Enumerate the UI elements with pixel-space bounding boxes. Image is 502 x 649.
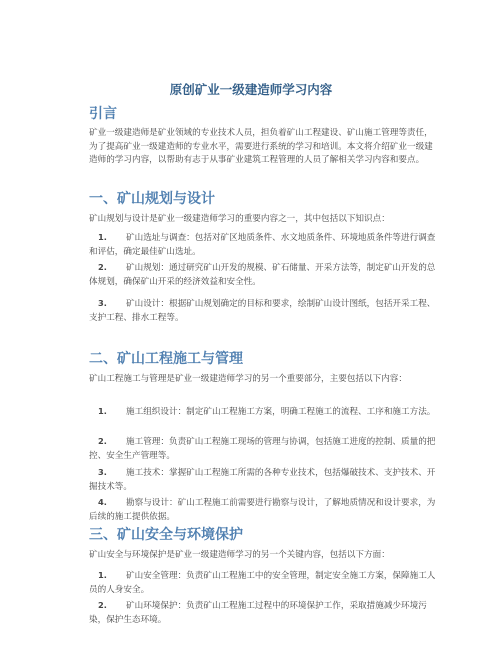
list-text: 矿山环境保护：负责矿山工程施工过程中的环境保护工作，采取措施减少环境污染，保护生态环境。 xyxy=(89,601,427,625)
list-item xyxy=(89,297,439,325)
list-text: 施工组织设计：制定矿山工程施工方案，明确工程施工的流程、工序和施工方法。 xyxy=(126,407,436,417)
intro-paragraph: 矿业一级建造师是矿业领域的专业技术人员，担负着矿山工程建设、矿山施工管理等责任，为了提高矿业一级建造师的专业水平，需要进行系统的学习和培训。本文将介绍矿业一级建造师的学习内容，以帮助有志于从事矿业建筑工程管理的人员了解相关学习内容和要点。 xyxy=(89,128,433,165)
list-item xyxy=(89,496,439,524)
list-text: 勘察与设计：矿山工程施工前需要进行勘察与设计，了解地质情况和设计要求，为后续的施工提供依据。 xyxy=(89,498,436,522)
list-item xyxy=(89,466,439,494)
list-text: 矿山设计：根据矿山规划确定的目标和要求，绘制矿山设计图纸，包括开采工程、支护工程、排水工程等。 xyxy=(89,299,436,323)
list-number: 1. xyxy=(98,570,107,580)
list-number: 3. xyxy=(98,298,107,308)
list-item xyxy=(89,261,439,289)
section-heading-1: 一、矿山规划与设计 xyxy=(89,191,215,207)
list-text: 施工管理：负责矿山工程施工现场的管理与协调，包括施工进度的控制、质量的把控、安全生产管理等。 xyxy=(89,437,436,461)
list-item xyxy=(89,231,439,259)
list-text: 施工技术：掌握矿山工程施工所需的各种专业技术，包括爆破技术、支护技术、开掘技术等。 xyxy=(89,468,436,492)
section-heading-3: 三、矿山安全与环境保护 xyxy=(89,527,243,543)
list-text: 矿山选址与调查：包括对矿区地质条件、水文地质条件、环境地质条件等进行调查和评估，确定最佳矿山选址。 xyxy=(89,233,436,257)
list-text: 矿山规划：通过研究矿山开发的规模、矿石储量、开采方法等，制定矿山开发的总体规划，确保矿山开采的经济效益和安全性。 xyxy=(89,263,436,287)
section-3-paragraph: 矿山安全与环境保护是矿业一级建造师学习的另一个关键内容，包括以下方面： xyxy=(89,550,390,560)
list-number: 4. xyxy=(98,497,107,507)
section-heading-intro: 引言 xyxy=(89,106,117,122)
section-2-paragraph: 矿山工程施工与管理是矿业一级建造师学习的另一个重要部分，主要包括以下内容： xyxy=(89,374,407,384)
list-number: 2. xyxy=(98,436,107,446)
list-number: 2. xyxy=(98,600,107,610)
document-title: 原创矿业一级建造师学习内容 xyxy=(169,82,333,97)
section-heading-2: 二、矿山工程施工与管理 xyxy=(89,351,243,367)
list-number: 1. xyxy=(98,232,107,242)
list-item xyxy=(89,569,439,597)
list-number: 3. xyxy=(98,467,107,477)
section-1-paragraph: 矿山规划与设计是矿业一级建造师学习的重要内容之一，其中包括以下知识点： xyxy=(89,214,390,224)
list-number: 1. xyxy=(98,406,107,416)
list-item xyxy=(89,435,439,463)
list-number: 2. xyxy=(98,262,107,272)
list-item xyxy=(89,405,439,420)
list-text: 矿山安全管理：负责矿山工程施工中的安全管理，制定安全施工方案，保障施工人员的人身安全。 xyxy=(89,571,436,595)
list-item xyxy=(89,599,439,627)
